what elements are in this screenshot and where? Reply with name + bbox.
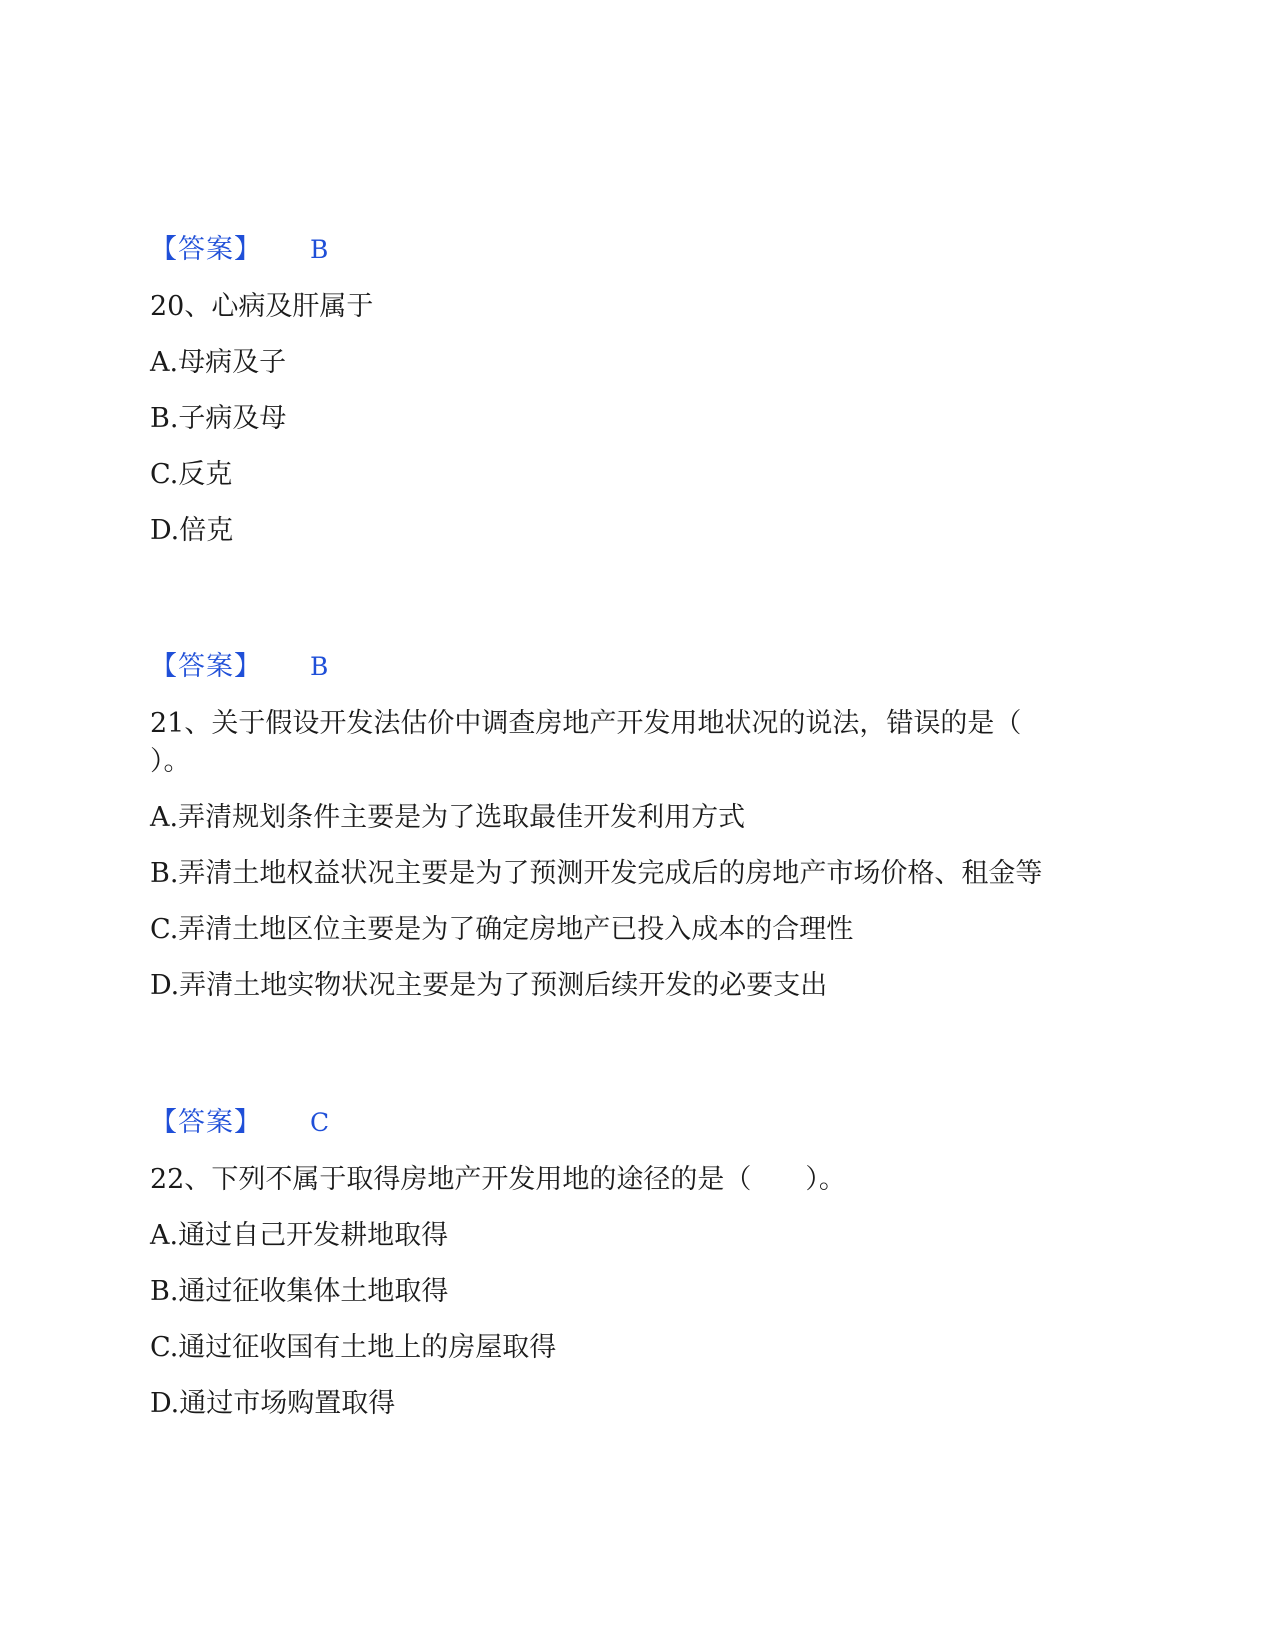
qa-block-1 [150,230,1130,550]
answer-line [150,647,1130,687]
answer-label: 【答案】 [150,234,262,265]
answer-line [150,1103,1130,1143]
question-text: 20、心病及肝属于 [150,291,374,322]
option-c: C.弄清土地区位主要是为了确定房地产已投入成本的合理性 [150,914,854,945]
option-a: A.弄清规划条件主要是为了选取最佳开发利用方式 [150,802,746,833]
option-d: D.弄清土地实物状况主要是为了预测后续开发的必要支出 [150,970,828,1001]
answer-value: C [310,1108,330,1137]
answer-line [150,230,1130,270]
option-a: A.母病及子 [150,347,287,378]
question-text: 21、关于假设开发法估价中调查房地产开发用地状况的说法，错误的是（ ）。 [150,708,1022,777]
qa-block-3 [150,1103,1130,1423]
option-d: D.通过市场购置取得 [150,1388,396,1419]
answer-value: B [310,652,329,681]
qa-block-2 [150,647,1130,1005]
answer-label: 【答案】 [150,651,262,682]
option-c: C.反克 [150,459,233,490]
option-c: C.通过征收国有土地上的房屋取得 [150,1332,557,1363]
option-b: B.子病及母 [150,403,287,434]
option-b: B.弄清土地权益状况主要是为了预测开发完成后的房地产市场价格、租金等 [150,858,1043,889]
question-text: 22、下列不属于取得房地产开发用地的途径的是（ ）。 [150,1164,846,1195]
answer-label: 【答案】 [150,1107,262,1138]
option-b: B.通过征收集体土地取得 [150,1276,449,1307]
option-d: D.倍克 [150,515,234,546]
answer-value: B [310,235,329,264]
option-a: A.通过自己开发耕地取得 [150,1220,449,1251]
